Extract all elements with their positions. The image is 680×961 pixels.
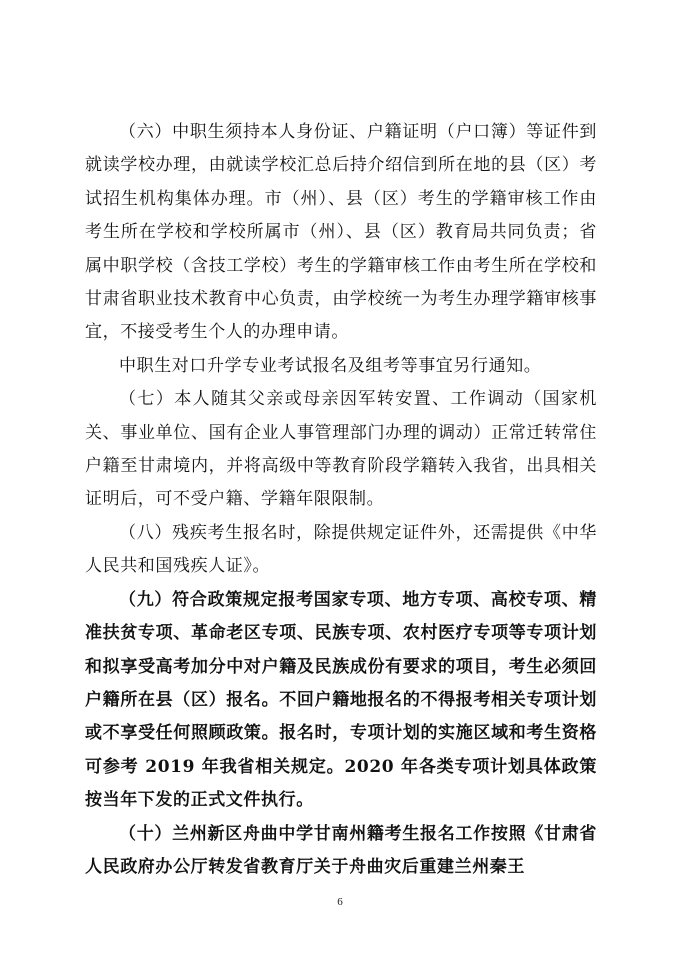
paragraph-6-note: 中职生对口升学专业考试报名及组考等事宜另行通知。 bbox=[119, 355, 542, 376]
paragraph-8: （八）残疾考生报名时，除提供规定证件外，还需提供《中华人民共和国残疾人证》。 bbox=[85, 522, 597, 577]
paragraph-6: （六）中职生须持本人身份证、户籍证明（户口簿）等证件到就读学校办理，由就读学校汇总后持介绍信到所在地的县（区）考试招生机构集体办理。市（州）、县（区）考生的学籍审核工作由考生所在学校和学校所属市（州）、县（区）教育局共同负责；省属中职学校（含技工学校）考生的学籍审核工作由考生所在学校和甘肃省职业技术教育中心负责，由学校统一为考生办理学籍审核事宜，不接受考生个人的办理申请。 bbox=[85, 122, 597, 343]
paragraph-9: （九）符合政策规定报考国家专项、地方专项、高校专项、精准扶贫专项、革命老区专项、民族专项、农村医疗专项等专项计划和拟享受高考加分中对户籍及民族成份有要求的项目，考生必须回户籍所在县（区）报名。不回户籍地报名的不得报考相关专项计划或不享受任何照顾政策。报名时，专项计划的实施区域和考生资格可参考 2019 年我省相关规定。2020 年各类专项计划具体政策按当年下发的正式文件执行。 bbox=[85, 589, 597, 811]
paragraph-10: （十）兰州新区舟曲中学甘南州籍考生报名工作按照《甘肃省人民政府办公厅转发省教育厅关于舟曲灾后重建兰州秦王 bbox=[85, 823, 597, 877]
paragraph-7: （七）本人随其父亲或母亲因军转安置、工作调动（国家机关、事业单位、国有企业人事管理部门办理的调动）正常迁转常住户籍至甘肃境内，并将高级中等教育阶段学籍转入我省，出具相关证明后，可不受户籍、学籍年限限制。 bbox=[85, 389, 597, 510]
body-text bbox=[85, 116, 597, 884]
page-number: 6 bbox=[337, 896, 343, 908]
